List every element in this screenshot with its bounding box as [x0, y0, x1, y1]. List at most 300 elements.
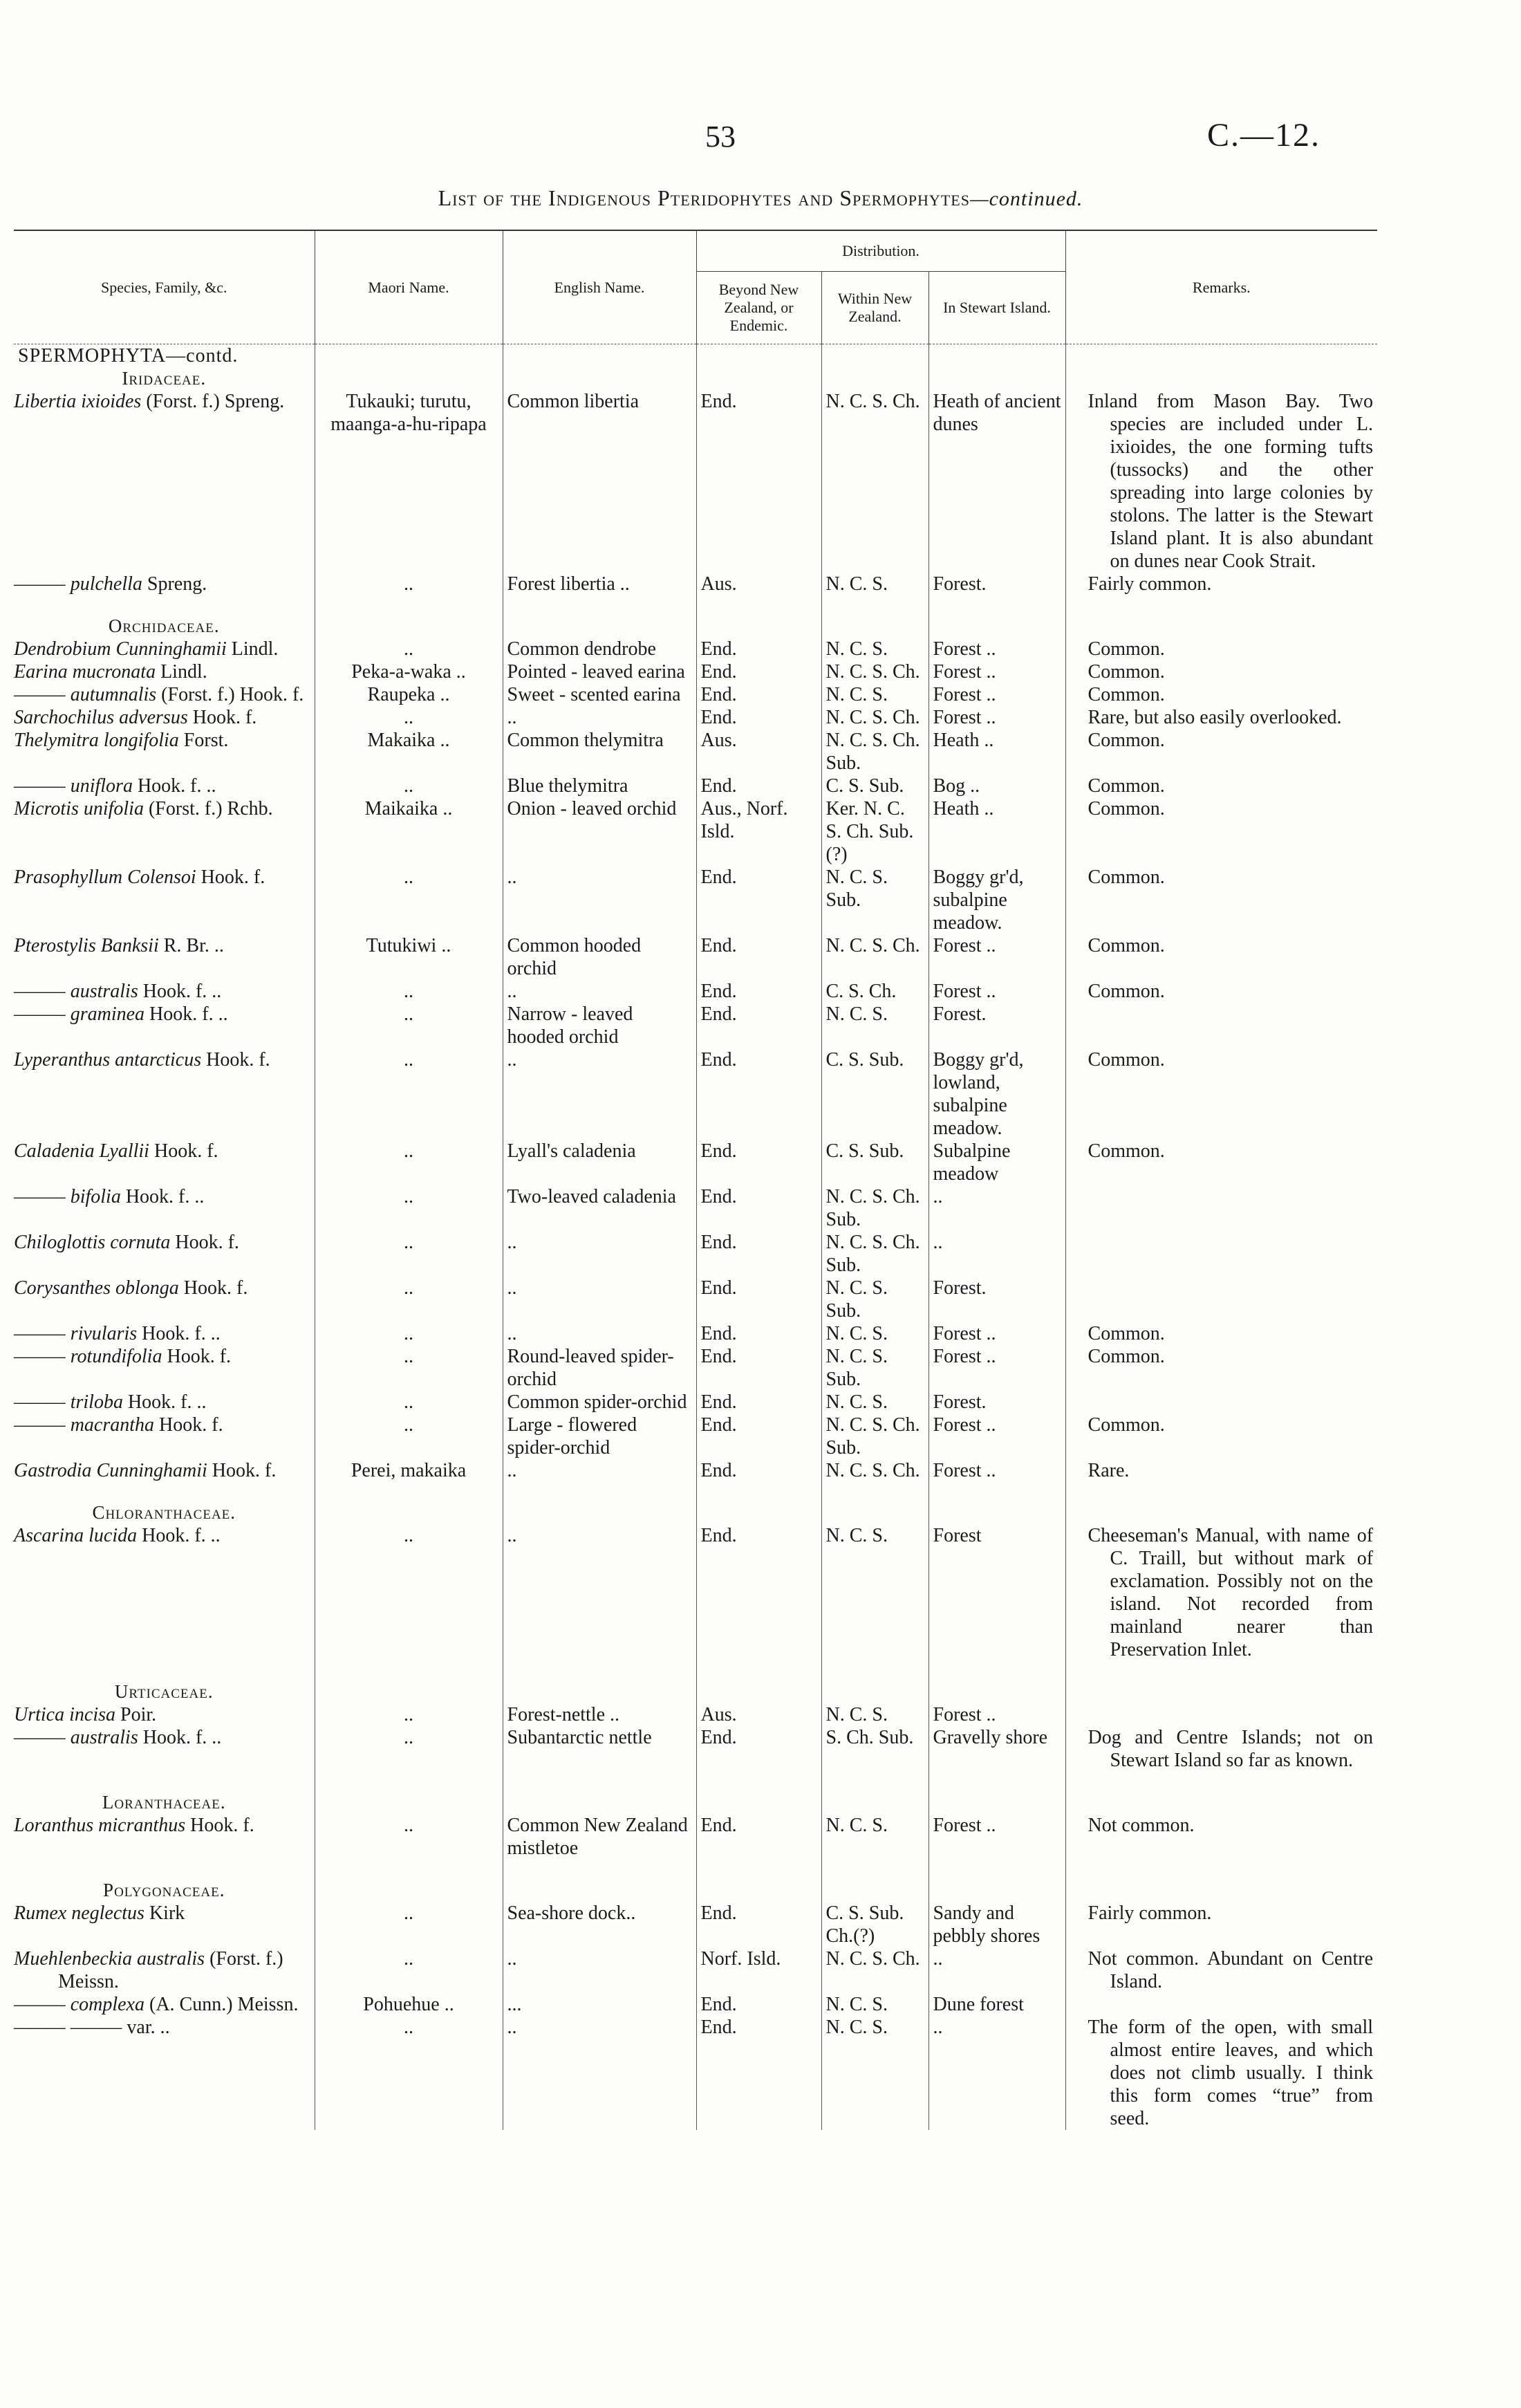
authority: (Forst. f.) Hook. f.	[161, 684, 304, 705]
remarks-cell	[1065, 1391, 1377, 1414]
stewart-island-cell: Forest ..	[929, 980, 1065, 1003]
species-cell	[14, 1814, 315, 1860]
table-row	[14, 1814, 1377, 1860]
beyond-nz-cell: Aus.	[696, 1703, 821, 1726]
species-cell	[14, 775, 315, 797]
authority: Hook. f.	[159, 1414, 223, 1436]
authority: Hook. f.	[175, 1232, 239, 1253]
english-name-cell: Forest libertia ..	[503, 573, 696, 595]
table-row	[14, 573, 1377, 595]
beyond-nz-cell: End.	[696, 1993, 821, 2016]
remarks-cell: Common.	[1065, 866, 1377, 934]
authority: Hook. f.	[206, 1049, 270, 1071]
header-maori-name: Maori Name.	[315, 230, 503, 344]
genus: ———	[14, 1414, 66, 1436]
stewart-island-cell: Forest.	[929, 1391, 1065, 1414]
species-epithet: rotundifolia	[70, 1346, 162, 1367]
within-nz-cell: N. C. S.	[821, 1524, 929, 1661]
genus: Corysanthes	[14, 1277, 111, 1299]
species-epithet: lucida	[88, 1525, 138, 1546]
species-epithet: adversus	[119, 707, 188, 728]
english-name-cell: Forest-nettle ..	[503, 1703, 696, 1726]
stewart-island-cell: Forest ..	[929, 1322, 1065, 1345]
species-epithet: autumnalis	[70, 684, 157, 705]
english-name-cell: ..	[503, 706, 696, 729]
header-remarks: Remarks.	[1065, 230, 1377, 344]
species-cell	[14, 1524, 315, 1661]
beyond-nz-cell: End.	[696, 1140, 821, 1185]
authority: Hook. f.	[167, 1346, 232, 1367]
table-body	[14, 344, 1377, 2131]
genus: ———	[14, 573, 66, 595]
table-row	[14, 1185, 1377, 1231]
stewart-island-cell: Forest ..	[929, 1345, 1065, 1391]
table-row	[14, 866, 1377, 934]
species-cell	[14, 706, 315, 729]
genus: ———	[14, 1323, 66, 1344]
stewart-island-cell: Forest ..	[929, 1814, 1065, 1860]
genus: Dendrobium	[14, 638, 111, 660]
stewart-island-cell: Forest ..	[929, 706, 1065, 729]
remarks-cell: Common.	[1065, 1048, 1377, 1140]
species-epithet: pulchella	[70, 573, 142, 595]
authority: Hook. f.	[192, 707, 257, 728]
species-epithet: graminea	[70, 1003, 145, 1025]
stewart-island-cell: Forest ..	[929, 1703, 1065, 1726]
family-row	[14, 615, 1377, 638]
caption-main: List of the Indigenous Pteridophytes and Spermophytes	[438, 185, 970, 210]
within-nz-cell: N. C. S.	[821, 573, 929, 595]
maori-name-cell: ..	[315, 1140, 503, 1185]
document-reference: C.—12.	[1206, 117, 1321, 154]
remarks-cell: Fairly common.	[1065, 1902, 1377, 1947]
table-row	[14, 1048, 1377, 1140]
genus: Chiloglottis	[14, 1232, 106, 1253]
genus: Gastrodia	[14, 1460, 92, 1481]
division-heading: SPERMOPHYTA—contd.	[18, 345, 239, 367]
family-row	[14, 367, 1377, 390]
species-epithet: Cunninghamii	[115, 638, 227, 660]
within-nz-cell: N. C. S. Ch.	[821, 1947, 929, 1993]
table-row	[14, 1414, 1377, 1459]
beyond-nz-cell: End.	[696, 683, 821, 706]
species-epithet: antarcticus	[115, 1049, 202, 1071]
remarks-cell: Rare, but also easily overlooked.	[1065, 706, 1377, 729]
species-cell	[14, 1993, 315, 2016]
within-nz-cell: N. C. S.	[821, 2016, 929, 2130]
english-name-cell: ...	[503, 1993, 696, 2016]
table-row	[14, 2016, 1377, 2130]
beyond-nz-cell: End.	[696, 1003, 821, 1048]
maori-name-cell: ..	[315, 980, 503, 1003]
authority: Hook. f. ..	[142, 1727, 222, 1748]
authority: R. Br. ..	[163, 935, 224, 956]
maori-name-cell: ..	[315, 1231, 503, 1277]
table-row	[14, 775, 1377, 797]
remarks-cell: Common.	[1065, 660, 1377, 683]
species-epithet: mucronata	[72, 661, 156, 683]
remarks-cell: Not common.	[1065, 1814, 1377, 1860]
stewart-island-cell: Forest.	[929, 1277, 1065, 1322]
genus: ———	[14, 1994, 66, 2015]
table-row	[14, 1459, 1377, 1482]
beyond-nz-cell: End.	[696, 1814, 821, 1860]
table-row	[14, 1902, 1377, 1947]
within-nz-cell: N. C. S. Ch.	[821, 390, 929, 573]
table-row	[14, 1703, 1377, 1726]
table-row	[14, 660, 1377, 683]
english-name-cell: ..	[503, 1048, 696, 1140]
english-name-cell: ..	[503, 1459, 696, 1482]
stewart-island-cell: Gravelly shore	[929, 1726, 1065, 1772]
beyond-nz-cell: Norf. Isld.	[696, 1947, 821, 1993]
species-cell	[14, 1322, 315, 1345]
stewart-island-cell: Heath ..	[929, 729, 1065, 775]
table-row	[14, 1345, 1377, 1391]
remarks-cell: Common.	[1065, 1345, 1377, 1391]
english-name-cell: Blue thelymitra	[503, 775, 696, 797]
english-name-cell: ..	[503, 1947, 696, 1993]
species-cell	[14, 1726, 315, 1772]
species-epithet: rivularis	[70, 1323, 138, 1344]
species-cell	[14, 797, 315, 866]
maori-name-cell: ..	[315, 638, 503, 660]
maori-name-cell: ..	[315, 1003, 503, 1048]
table-row	[14, 1947, 1377, 1993]
species-cell	[14, 980, 315, 1003]
authority: Hook. f. ..	[142, 1525, 221, 1546]
remarks-cell: Common.	[1065, 775, 1377, 797]
within-nz-cell: N. C. S.	[821, 1003, 929, 1048]
stewart-island-cell: Sandy and pebbly shores	[929, 1902, 1065, 1947]
species-cell	[14, 1048, 315, 1140]
genus: ———	[14, 1003, 66, 1025]
genus: ———	[14, 1186, 66, 1207]
within-nz-cell: N. C. S. Ch.	[821, 934, 929, 980]
species-epithet: australis	[70, 1727, 138, 1748]
beyond-nz-cell: End.	[696, 866, 821, 934]
beyond-nz-cell: End.	[696, 934, 821, 980]
english-name-cell: Common hooded orchid	[503, 934, 696, 980]
genus: Muehlenbeckia	[14, 1948, 133, 1970]
english-name-cell: Large - flowered spider-orchid	[503, 1414, 696, 1459]
maori-name-cell: Peka-a-waka ..	[315, 660, 503, 683]
maori-name-cell: Perei, makaika	[315, 1459, 503, 1482]
table-row	[14, 390, 1377, 573]
authority: Hook. f.	[190, 1815, 254, 1836]
beyond-nz-cell: End.	[696, 980, 821, 1003]
maori-name-cell: ..	[315, 1524, 503, 1661]
within-nz-cell: N. C. S. Ch.	[821, 706, 929, 729]
authority: Spreng.	[147, 573, 207, 595]
maori-name-cell: ..	[315, 1947, 503, 1993]
table-row	[14, 683, 1377, 706]
species-cell	[14, 638, 315, 660]
english-name-cell: Narrow - leaved hooded orchid	[503, 1003, 696, 1048]
remarks-cell	[1065, 1003, 1377, 1048]
family-row	[14, 1879, 1377, 1902]
within-nz-cell: C. S. Sub.	[821, 775, 929, 797]
table-row	[14, 638, 1377, 660]
maori-name-cell: ..	[315, 1322, 503, 1345]
maori-name-cell: Tukauki; turutu, maanga-a-hu-ripapa	[315, 390, 503, 573]
header-within-nz: Within New Zealand.	[821, 272, 929, 344]
stewart-island-cell: Forest ..	[929, 660, 1065, 683]
within-nz-cell: C. S. Sub.	[821, 1140, 929, 1185]
stewart-island-cell: Forest.	[929, 1003, 1065, 1048]
header-beyond-nz: Beyond New Zealand, or Endemic.	[696, 272, 821, 344]
genus: ———	[14, 1727, 66, 1748]
within-nz-cell: N. C. S. Sub.	[821, 1277, 929, 1322]
species-epithet: australis	[70, 981, 138, 1002]
stewart-island-cell: Bog ..	[929, 775, 1065, 797]
within-nz-cell: S. Ch. Sub.	[821, 1726, 929, 1772]
remarks-cell: Common.	[1065, 1140, 1377, 1185]
maori-name-cell: ..	[315, 1703, 503, 1726]
beyond-nz-cell: End.	[696, 638, 821, 660]
within-nz-cell: N. C. S. Sub.	[821, 866, 929, 934]
genus: Rumex	[14, 1902, 67, 1924]
english-name-cell: ..	[503, 980, 696, 1003]
beyond-nz-cell: End.	[696, 1902, 821, 1947]
genus: Lyperanthus	[14, 1049, 111, 1071]
header-distribution: Distribution.	[696, 230, 1065, 272]
remarks-cell: Dog and Centre Islands; not on Stewart Island so far as known.	[1065, 1726, 1377, 1772]
remarks-cell: Common.	[1065, 797, 1377, 866]
species-cell	[14, 1391, 315, 1414]
within-nz-cell: N. C. S. Ch. Sub.	[821, 1231, 929, 1277]
species-epithet: ixioides	[81, 391, 142, 412]
maori-name-cell: ..	[315, 1345, 503, 1391]
english-name-cell: ..	[503, 1524, 696, 1661]
page-number: 53	[705, 120, 736, 154]
within-nz-cell: Ker. N. C. S. Ch. Sub.(?)	[821, 797, 929, 866]
genus: ———	[14, 775, 66, 797]
genus: ———	[14, 1346, 66, 1367]
remarks-cell: Common.	[1065, 729, 1377, 775]
species-cell	[14, 1003, 315, 1048]
maori-name-cell: ..	[315, 1726, 503, 1772]
caption-suffix: —continued.	[969, 187, 1083, 210]
authority: Lindl.	[231, 638, 279, 660]
genus: Libertia	[14, 391, 77, 412]
authority: Lindl.	[160, 661, 207, 683]
species-cell	[14, 934, 315, 980]
family-row	[14, 1501, 1377, 1524]
within-nz-cell: N. C. S. Ch. Sub.	[821, 1414, 929, 1459]
beyond-nz-cell: End.	[696, 1459, 821, 1482]
species-cell	[14, 683, 315, 706]
beyond-nz-cell: End.	[696, 706, 821, 729]
table-row	[14, 1140, 1377, 1185]
table-row	[14, 797, 1377, 866]
within-nz-cell: N. C. S.	[821, 1993, 929, 2016]
authority: Poir.	[120, 1704, 157, 1725]
beyond-nz-cell: End.	[696, 2016, 821, 2130]
genus: Ascarina	[14, 1525, 84, 1546]
species-epithet: ———	[70, 2017, 122, 2038]
species-epithet: cornuta	[110, 1232, 171, 1253]
stewart-island-cell: ..	[929, 1231, 1065, 1277]
english-name-cell: ..	[503, 1277, 696, 1322]
header-stewart-island: In Stewart Island.	[929, 272, 1065, 344]
species-cell	[14, 1231, 315, 1277]
header-english-name: English Name.	[503, 230, 696, 344]
species-cell	[14, 1902, 315, 1947]
within-nz-cell: C. S. Sub. Ch.(?)	[821, 1902, 929, 1947]
within-nz-cell: N. C. S. Sub.	[821, 1345, 929, 1391]
english-name-cell: Subantarctic nettle	[503, 1726, 696, 1772]
beyond-nz-cell: End.	[696, 1391, 821, 1414]
division-row	[14, 344, 1377, 368]
maori-name-cell: ..	[315, 1185, 503, 1231]
family-heading: Iridaceae.	[122, 368, 207, 389]
remarks-cell: Common.	[1065, 934, 1377, 980]
species-cell	[14, 390, 315, 573]
genus: Loranthus	[14, 1815, 94, 1836]
species-epithet: longifolia	[103, 730, 179, 751]
species-epithet: triloba	[70, 1391, 123, 1413]
maori-name-cell: ..	[315, 1414, 503, 1459]
species-epithet: micranthus	[98, 1815, 186, 1836]
maori-name-cell: ..	[315, 2016, 503, 2130]
stewart-island-cell: ..	[929, 1185, 1065, 1231]
table-row	[14, 1726, 1377, 1772]
species-cell	[14, 729, 315, 775]
table-row	[14, 729, 1377, 775]
table-row	[14, 934, 1377, 980]
remarks-cell	[1065, 1993, 1377, 2016]
species-table	[14, 230, 1377, 2130]
within-nz-cell: N. C. S.	[821, 683, 929, 706]
maori-name-cell: Raupeka ..	[315, 683, 503, 706]
family-heading: Urticaceae.	[114, 1681, 214, 1702]
english-name-cell: ..	[503, 1322, 696, 1345]
remarks-cell: Fairly common.	[1065, 573, 1377, 595]
english-name-cell: Pointed - leaved earina	[503, 660, 696, 683]
authority: Forst.	[183, 730, 229, 751]
species-epithet: neglectus	[71, 1902, 144, 1924]
authority: Hook. f. ..	[149, 1003, 228, 1025]
stewart-island-cell: ..	[929, 2016, 1065, 2130]
family-heading: Loranthaceae.	[102, 1792, 226, 1813]
table-row	[14, 1524, 1377, 1661]
stewart-island-cell: Forest.	[929, 573, 1065, 595]
species-epithet: macrantha	[70, 1414, 155, 1436]
authority: (Forst. f.) Rchb.	[148, 798, 273, 819]
beyond-nz-cell: Aus., Norf. Isld.	[696, 797, 821, 866]
authority: Hook. f.	[212, 1460, 277, 1481]
species-epithet: incisa	[69, 1704, 115, 1725]
genus: Thelymitra	[14, 730, 99, 751]
within-nz-cell: C. S. Ch.	[821, 980, 929, 1003]
within-nz-cell: N. C. S. Ch.	[821, 660, 929, 683]
remarks-cell	[1065, 1703, 1377, 1726]
authority: (Forst. f.) Spreng.	[146, 391, 285, 412]
remarks-cell: The form of the open, with small almost entire leaves, and which does not climb usually. I think this form comes “true” from seed.	[1065, 2016, 1377, 2130]
english-name-cell: Sweet - scented earina	[503, 683, 696, 706]
authority: Kirk	[149, 1902, 185, 1924]
within-nz-cell: N. C. S.	[821, 1391, 929, 1414]
beyond-nz-cell: End.	[696, 1231, 821, 1277]
stewart-island-cell: Forest ..	[929, 1414, 1065, 1459]
maori-name-cell: ..	[315, 1814, 503, 1860]
authority: Hook. f.	[153, 1140, 218, 1162]
stewart-island-cell: Heath ..	[929, 797, 1065, 866]
remarks-cell: Not common. Abundant on Centre Island.	[1065, 1947, 1377, 1993]
genus: ———	[14, 684, 66, 705]
remarks-cell: Inland from Mason Bay. Two species are included under L. ixioides, the one forming tufts (tussocks) and the other spreading into large colonies by stolons. The latter is the Stewart Island plant. It is also abundant on dunes near Cook Strait.	[1065, 390, 1377, 573]
species-cell	[14, 1345, 315, 1391]
maori-name-cell: ..	[315, 706, 503, 729]
beyond-nz-cell: End.	[696, 390, 821, 573]
remarks-cell: Common.	[1065, 683, 1377, 706]
remarks-cell: Common.	[1065, 1414, 1377, 1459]
beyond-nz-cell: End.	[696, 1185, 821, 1231]
authority: Hook. f. ..	[127, 1391, 207, 1413]
english-name-cell: Common New Zealand mistletoe	[503, 1814, 696, 1860]
genus: ———	[14, 2017, 66, 2038]
species-epithet: Colensoi	[127, 867, 196, 888]
remarks-cell: Common.	[1065, 638, 1377, 660]
family-row	[14, 1680, 1377, 1703]
remarks-cell	[1065, 1185, 1377, 1231]
maori-name-cell: Maikaika ..	[315, 797, 503, 866]
english-name-cell: Common libertia	[503, 390, 696, 573]
genus: ———	[14, 1391, 66, 1413]
authority: Hook. f.	[200, 867, 265, 888]
stewart-island-cell: Subalpine meadow	[929, 1140, 1065, 1185]
maori-name-cell: ..	[315, 1048, 503, 1140]
stewart-island-cell: Forest ..	[929, 683, 1065, 706]
stewart-island-cell: ..	[929, 1947, 1065, 1993]
within-nz-cell: N. C. S.	[821, 1322, 929, 1345]
species-cell	[14, 866, 315, 934]
within-nz-cell: N. C. S. Ch. Sub.	[821, 1185, 929, 1231]
species-cell	[14, 1414, 315, 1459]
english-name-cell: Round-leaved spider-orchid	[503, 1345, 696, 1391]
english-name-cell: Lyall's caladenia	[503, 1140, 696, 1185]
stewart-island-cell: Forest ..	[929, 638, 1065, 660]
stewart-island-cell: Forest ..	[929, 934, 1065, 980]
beyond-nz-cell: End.	[696, 1524, 821, 1661]
within-nz-cell: N. C. S. Ch. Sub.	[821, 729, 929, 775]
maori-name-cell: Makaika ..	[315, 729, 503, 775]
genus: Prasophyllum	[14, 867, 123, 888]
within-nz-cell: C. S. Sub.	[821, 1048, 929, 1140]
family-row	[14, 1791, 1377, 1814]
table-row	[14, 1231, 1377, 1277]
maori-name-cell: ..	[315, 1277, 503, 1322]
species-cell	[14, 1947, 315, 1993]
english-name-cell: ..	[503, 1231, 696, 1277]
beyond-nz-cell: End.	[696, 1726, 821, 1772]
within-nz-cell: N. C. S. Ch.	[821, 1459, 929, 1482]
within-nz-cell: N. C. S.	[821, 1814, 929, 1860]
stewart-island-cell: Forest ..	[929, 1459, 1065, 1482]
species-epithet: bifolia	[70, 1186, 121, 1207]
species-cell	[14, 2016, 315, 2130]
genus: Pterostylis	[14, 935, 96, 956]
maori-name-cell: Pohuehue ..	[315, 1993, 503, 2016]
authority: Hook. f. ..	[142, 981, 222, 1002]
beyond-nz-cell: End.	[696, 1048, 821, 1140]
species-epithet: australis	[137, 1948, 205, 1970]
english-name-cell: ..	[503, 866, 696, 934]
within-nz-cell: N. C. S.	[821, 638, 929, 660]
family-heading: Chloranthaceae.	[92, 1502, 236, 1523]
stewart-island-cell: Forest	[929, 1524, 1065, 1661]
